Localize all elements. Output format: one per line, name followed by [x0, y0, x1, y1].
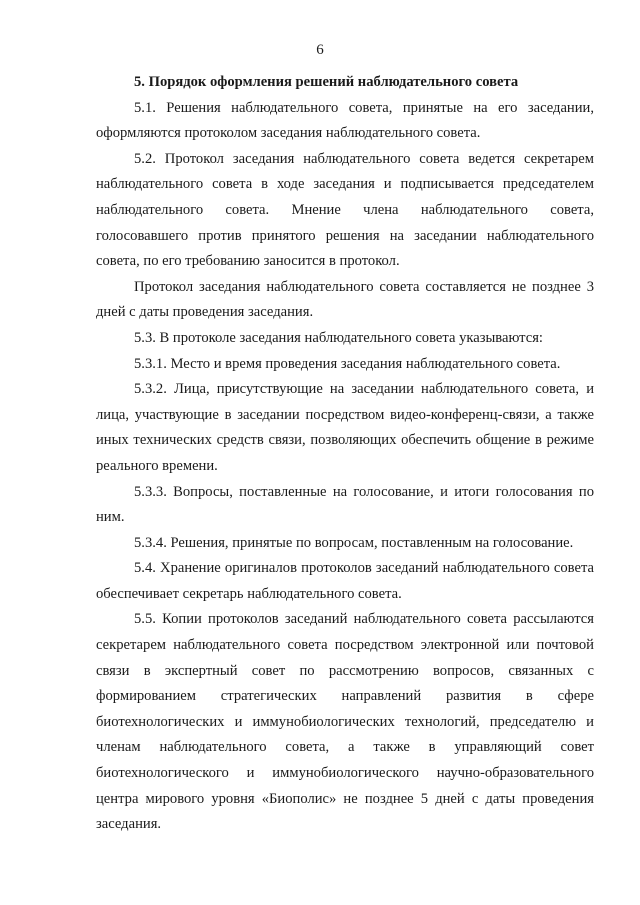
section-heading: 5. Порядок оформления решений наблюдательного совета	[134, 74, 519, 90]
paragraph-protocol-deadline: Протокол заседания наблюдательного совета составляется не позднее 3 дней с даты проведения заседания.	[96, 278, 594, 321]
paragraph-5-3-3: 5.3.3. Вопросы, поставленные на голосование, и итоги голосования по ним.	[96, 483, 594, 526]
paragraph-5-3-4: 5.3.4. Решения, принятые по вопросам, поставленным на голосование.	[134, 534, 574, 551]
paragraph-5-4: 5.4. Хранение оригиналов протоколов заседаний наблюдательного совета обеспечивает секретарь наблюдательного совета.	[96, 560, 594, 602]
paragraph-5-3-1: 5.3.1. Место и время проведения заседания наблюдательного совета.	[134, 355, 561, 372]
paragraph-5-3: 5.3. В протоколе заседания наблюдательного совета указываются:	[134, 329, 543, 346]
paragraph-5-2: 5.2. Протокол заседания наблюдательного совета ведется секретарем наблюдательного совета в ходе заседания и подписывается председателем наблюдательного совета. Мнение члена наблюдательного совета, голосовавшего против принятого решения на заседании наблюдательного совета, по его требованию заносится в протокол.	[96, 150, 594, 270]
page-number: 6	[316, 42, 324, 58]
paragraph-5-3-2: 5.3.2. Лица, присутствующие на заседании наблюдательного совета, и лица, участвующие в заседании посредством видео-конференц-связи, а также иных технических средств связи, позволяющих обеспечить общение в режиме реального времени.	[96, 381, 594, 474]
paragraph-5-5: 5.5. Копии протоколов заседаний наблюдательного совета рассылаются секретарем наблюдательного совета посредством электронной или почтовой связи в экспертный совет по рассмотрению вопросов, связанных с формированием стратегических направлений развития в сфере биотехнологических и иммунобиологических технологий, председателю и членам наблюдательного совета, а также в управляющий совет биотехнологического и иммунобиологического научно-образовательного центра мирового уровня «Биополис» не позднее 5 дней с даты проведения заседания.	[96, 611, 594, 833]
section-body	[96, 70, 594, 838]
paragraph-5-1: 5.1. Решения наблюдательного совета, принятые на его заседании, оформляются протоколом заседания наблюдательного совета.	[96, 99, 594, 142]
